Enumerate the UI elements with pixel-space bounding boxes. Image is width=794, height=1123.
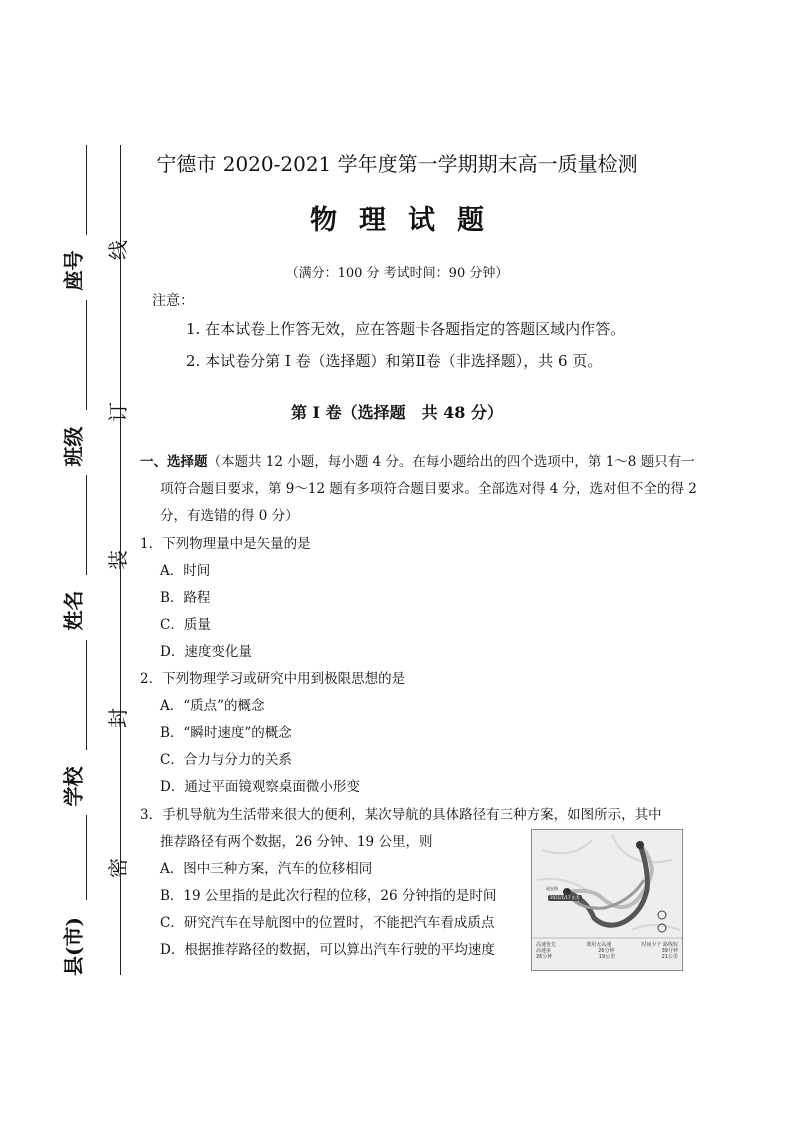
question-2-option-a: A．“质点”的概念 [160,698,265,714]
navigation-map-figure [531,829,683,971]
notes-label: 注意： [152,293,194,309]
binding-char-xian: 线 [106,240,130,260]
question-3-option-b: B．19 公里指的是此次行程的位移，26 分钟指的是时间 [160,888,497,904]
name-label: 姓名 [61,590,86,631]
question-3-option-d: D．根据推荐路径的数据，可以算出汽车行驶的平均速度 [160,942,495,958]
class-label: 班级 [61,426,86,467]
school-line [86,640,87,750]
school-label: 学校 [61,766,86,807]
map-cell: 高速多 [536,948,552,954]
binding-char-zhuang: 装 [106,550,130,570]
map-cell: 26分钟 [536,954,553,960]
question-2-option-b: B．“瞬时速度”的概念 [160,725,292,741]
question-3-option-a: A．图中三种方案，汽车的位移相同 [160,861,373,877]
question-1-stem: 1．下列物理量中是矢量的是 [140,536,311,552]
map-route-row [536,954,678,960]
question-2-stem: 2．下列物理学习或研究中用到极限思想的是 [140,671,406,687]
score-info: （满分：100 分 考试时间：90 分钟） [285,266,509,281]
question-1-option-c: C．质量 [160,617,211,633]
question-1-option-b: B．路程 [160,590,211,606]
question-3-stem-line-1: 3．手机导航为生活带来很大的便利，某次导航的具体路径有三种方案，如图所示，其中 [140,807,662,823]
map-route-table [536,942,678,960]
question-2-option-c: C．合力与分力的关系 [160,752,292,768]
question-3-option-c: C．研究汽车在导航图中的位置时，不能把汽车看成质点 [160,915,495,931]
map-cell: 时间少于 路线短 [641,942,678,948]
question-1-option-a: A．时间 [160,563,211,579]
exam-subject: 物理试题 [310,205,506,236]
section-intro-line-2: 项符合题目要求，第 9～12 题有多项符合题目要求。全部选对得 4 分，选对但不全的得 2 [160,481,697,497]
map-start-badge: 2021/1/17 出发 [550,895,580,900]
binding-char-ding: 订 [106,402,130,422]
class-line [86,300,87,410]
exam-title: 宁德市 2020-2021 学年度第一学期期末高一质量检测 [156,152,638,176]
note-item-1: 1. 在本试卷上作答无效，应在答题卡各题指定的答题区域内作答。 [186,320,626,338]
map-cell: 39分钟 [661,948,678,954]
section-intro-label: 一、选择题 [140,454,208,470]
binding-char-feng: 封 [106,708,130,728]
county-line [86,815,87,900]
question-2-option-d: D．通过平面镜观察桌面微小形变 [160,779,360,795]
section-intro-text-1: （本题共 12 小题，每小题 4 分。在每小题给出的四个选项中，第 1～8 题只有一 [207,454,695,470]
map-cell: 高速优先 [536,942,557,948]
map-place-label: 福安路 [546,886,558,891]
map-cell: 26分钟 [598,948,615,954]
section-intro-line-3: 分，有选错的得 0 分） [160,508,299,524]
section-intro-line-1 [140,450,695,470]
map-cell: 费用无高速 [586,942,612,948]
section-title: 第 I 卷（选择题 共 48 分） [290,403,504,422]
map-cell: 21公里 [661,954,678,960]
note-item-2: 2. 本试卷分第 I 卷（选择题）和第Ⅱ卷（非选择题），共 6 页。 [186,352,603,370]
binding-char-mi: 密 [106,858,130,878]
question-3-stem-line-2: 推荐路径有两个数据，26 分钟、19 公里，则 [160,834,433,850]
map-cell: 19公里 [598,954,616,960]
county-label: 县(市) [61,917,86,976]
name-line [86,475,87,575]
question-1-option-d: D．速度变化量 [160,644,252,660]
seat-number-label: 座号 [61,250,86,291]
